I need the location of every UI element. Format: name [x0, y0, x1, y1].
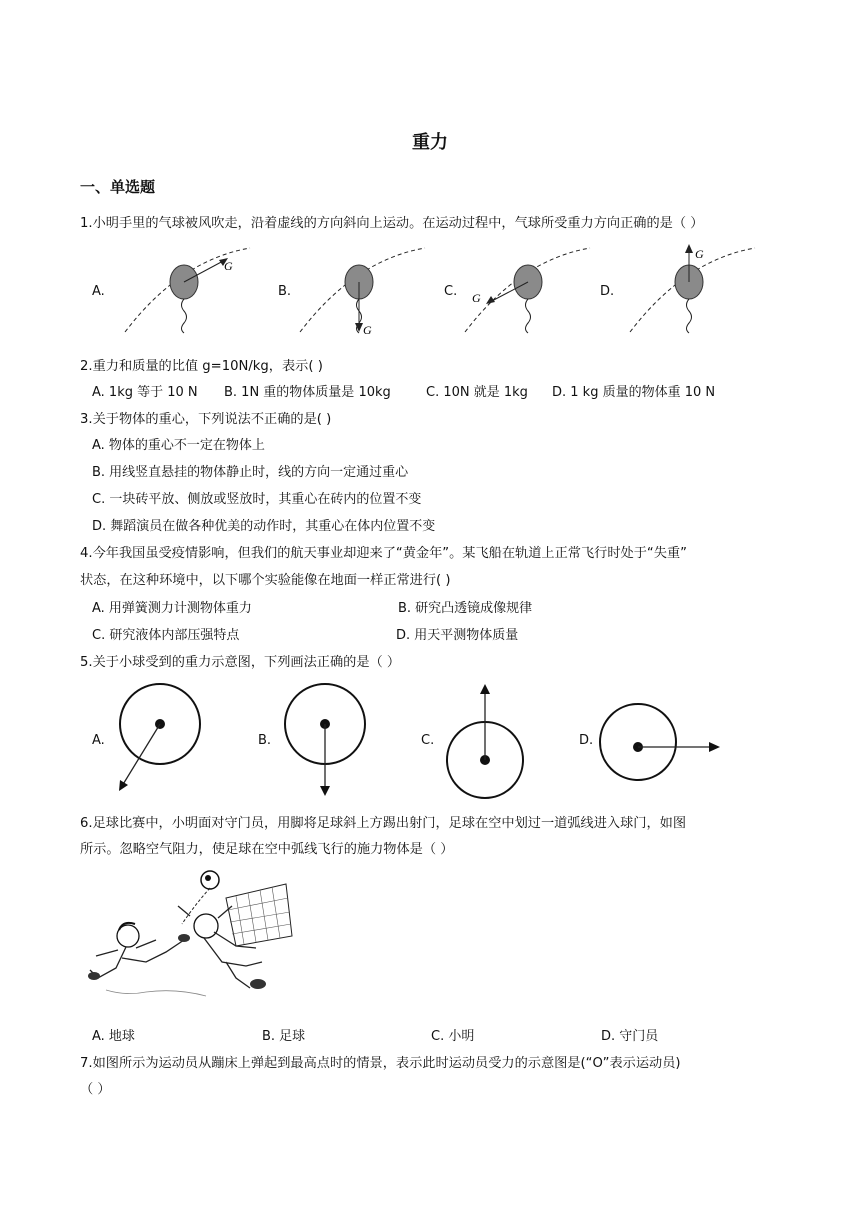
- q1-option-b-label: B.: [278, 284, 292, 299]
- q5-figure-d: [598, 700, 728, 790]
- q6-option-c: C. 小明: [431, 1029, 475, 1044]
- q2-option-d: D. 1 kg 质量的物体重 10 N: [552, 385, 716, 400]
- q5-figure-b: [275, 680, 385, 800]
- q4-option-c: C. 研究液体内部压强特点: [92, 628, 240, 643]
- q1-option-a-label: A.: [92, 284, 105, 299]
- force-label-g: G: [224, 259, 233, 273]
- q3-option-a: A. 物体的重心不一定在物体上: [92, 438, 265, 453]
- q3-option-c: C. 一块砖平放、侧放或竖放时，其重心在砖内的位置不变: [92, 492, 422, 507]
- question-6-stem-line1: 6.足球比赛中，小明面对守门员，用脚将足球斜上方踢出射门，足球在空中划过一道弧线进入球门，如图: [80, 816, 687, 831]
- question-7-stem-line1: 7.如图所示为运动员从蹦床上弹起到最高点时的情景，表示此时运动员受力的示意图是(“O”表示运动员): [80, 1056, 681, 1071]
- question-7-stem-line2: （ ）: [80, 1082, 111, 1097]
- force-label-g: G: [472, 291, 481, 305]
- q2-option-a: A. 1kg 等于 10 N: [92, 385, 198, 400]
- q2-option-c: C. 10N 就是 1kg: [426, 385, 528, 400]
- q5-option-c-label: C.: [421, 733, 435, 748]
- q3-option-d: D. 舞蹈演员在做各种优美的动作时，其重心在体内位置不变: [92, 519, 436, 534]
- q6-option-d: D. 守门员: [601, 1029, 659, 1044]
- q4-option-b: B. 研究凸透镜成像规律: [398, 601, 533, 616]
- q4-option-d: D. 用天平测物体质量: [396, 628, 519, 643]
- soccer-illustration: [86, 866, 296, 1012]
- force-label-g: G: [363, 323, 372, 337]
- q5-option-d-label: D.: [579, 733, 594, 748]
- question-4-stem-line2: 状态，在这种环境中，以下哪个实验能像在地面一样正常进行( ): [80, 573, 451, 588]
- question-4-stem-line1: 4.今年我国虽受疫情影响，但我们的航天事业却迎来了“黄金年”。某飞船在轨道上正常飞行时处于“失重”: [80, 546, 687, 561]
- q1-option-c-label: C.: [444, 284, 458, 299]
- question-5-stem: 5.关于小球受到的重力示意图，下列画法正确的是（ ）: [80, 655, 401, 670]
- q4-option-a: A. 用弹簧测力计测物体重力: [92, 601, 252, 616]
- q6-option-b: B. 足球: [262, 1029, 306, 1044]
- question-1-stem: 1.小明手里的气球被风吹走，沿着虚线的方向斜向上运动。在运动过程中，气球所受重力方向正确的是（ ）: [80, 216, 704, 231]
- question-3-stem: 3.关于物体的重心，下列说法不正确的是( ): [80, 412, 332, 427]
- q5-option-b-label: B.: [258, 733, 272, 748]
- page-title: 重力: [412, 132, 448, 153]
- question-6-stem-line2: 所示。忽略空气阻力，使足球在空中弧线飞行的施力物体是（ ）: [80, 842, 454, 857]
- q3-option-b: B. 用线竖直悬挂的物体静止时，线的方向一定通过重心: [92, 465, 409, 480]
- q5-figure-a: [110, 680, 220, 800]
- q1-figure-c: [460, 240, 600, 340]
- q1-figure-b: [295, 240, 435, 340]
- q6-option-a: A. 地球: [92, 1029, 135, 1044]
- q5-option-a-label: A.: [92, 733, 105, 748]
- q5-figure-c: [435, 680, 545, 800]
- q1-figure-a: [120, 240, 260, 340]
- force-label-g: G: [695, 247, 704, 261]
- q1-figure-d: [625, 240, 765, 340]
- section-heading: 一、单选题: [80, 178, 156, 196]
- question-2-stem: 2.重力和质量的比值 g=10N/kg，表示( ): [80, 359, 323, 374]
- q2-option-b: B. 1N 重的物体质量是 10kg: [224, 385, 391, 400]
- q1-option-d-label: D.: [600, 284, 615, 299]
